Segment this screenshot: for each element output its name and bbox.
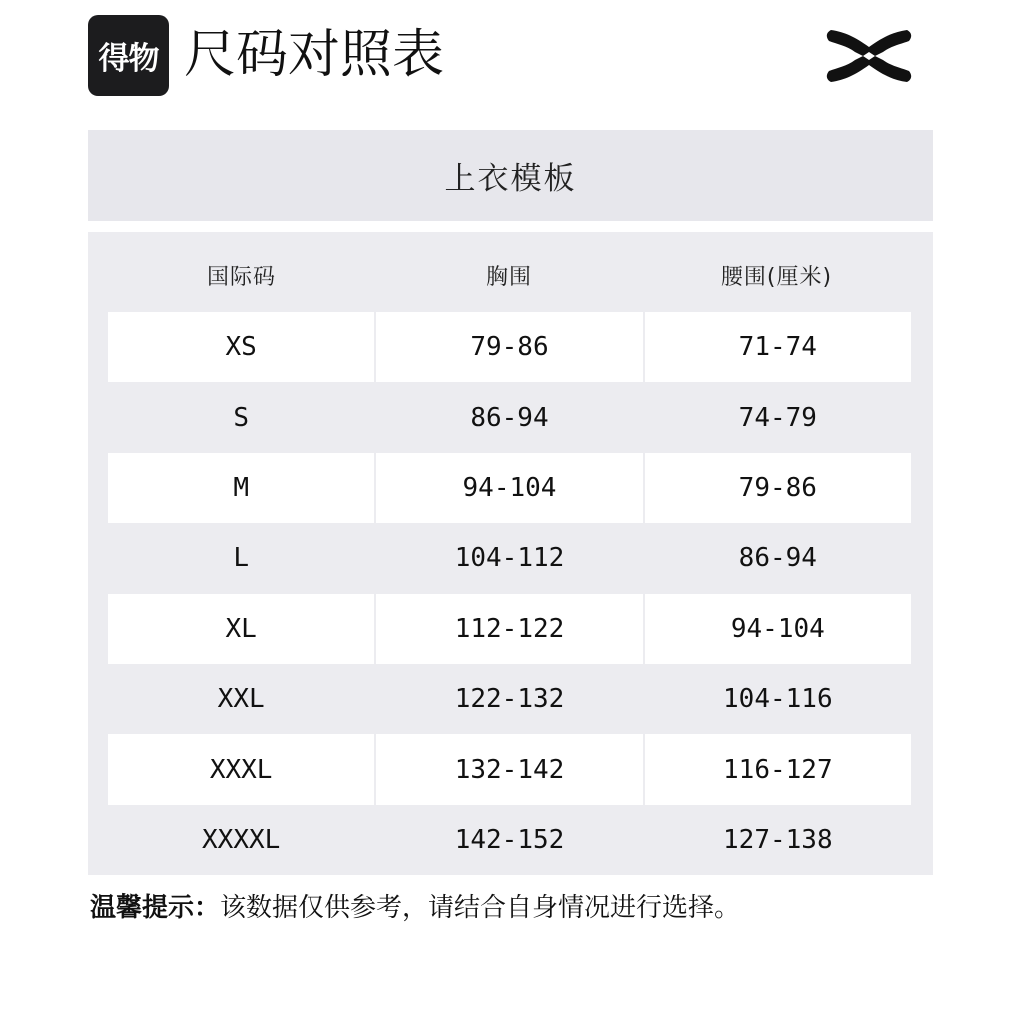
column-header-chest: 胸围 [485,265,532,290]
template-banner [88,130,933,221]
column-header-size: 国际码 [206,265,276,290]
chest-cell: 132-142 [376,734,642,804]
app-logo [88,15,169,96]
tip-text: 该数据仅供参考，请结合自身情况进行选择。 [220,893,741,923]
waist-cell: 94-104 [645,594,911,664]
size-cell: XS [108,312,374,382]
waist-cell: 86-94 [738,543,817,574]
chest-cell: 104-112 [454,543,565,574]
tip-note [90,884,740,932]
size-table [88,232,933,875]
table-row [108,805,911,875]
table-row [108,664,911,734]
size-cell: L [233,543,249,574]
size-cell: XXL [217,684,265,715]
size-cell: XL [108,594,374,664]
template-title: 上衣模板 [444,161,577,197]
size-cell: XXXL [108,734,374,804]
chest-cell: 122-132 [454,684,565,715]
size-cell: M [108,453,374,523]
size-cell: S [233,402,249,433]
table-row [108,382,911,452]
table-row [108,312,911,382]
header [88,15,918,97]
app-logo-text: 得物 [98,41,159,77]
waist-cell: 104-116 [723,684,833,715]
size-cell: XXXXL [202,824,281,855]
waist-cell: 116-127 [645,734,911,804]
column-header-waist: 腰围(厘米) [720,265,833,290]
chest-cell: 94-104 [376,453,642,523]
waist-cell: 127-138 [723,824,833,855]
waist-cell: 74-79 [738,402,817,433]
table-row [108,453,911,523]
table-row [108,594,911,664]
chest-cell: 86-94 [470,402,549,433]
table-row [108,523,911,593]
chest-cell: 79-86 [376,312,642,382]
waist-cell: 71-74 [645,312,911,382]
table-header [108,246,911,310]
chest-cell: 112-122 [376,594,642,664]
table-body [108,312,911,875]
waist-cell: 79-86 [645,453,911,523]
table-row [108,734,911,804]
under-armour-logo-icon [825,28,913,84]
page-title: 尺码对照表 [184,25,445,85]
chest-cell: 142-152 [454,824,565,855]
tip-label: 温馨提示： [90,893,221,923]
